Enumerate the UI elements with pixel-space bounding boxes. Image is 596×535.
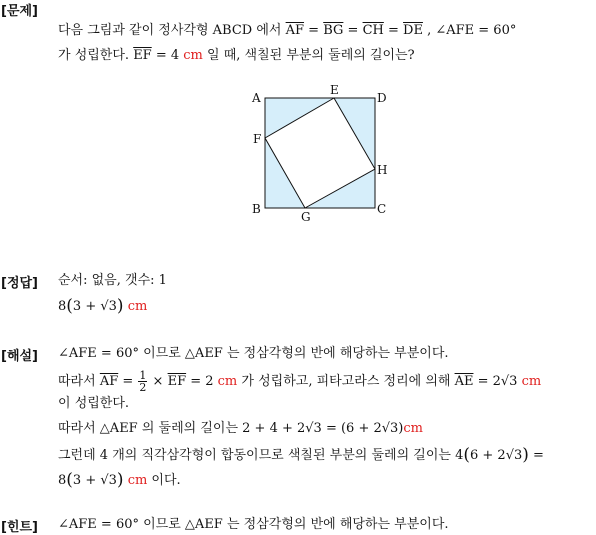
fraction-half xyxy=(138,370,147,393)
length-value: = 4 xyxy=(151,48,184,63)
problem-text: 가 성립한다. xyxy=(58,48,134,63)
question-text: 일 때, 색칠된 부분의 둘레의 길이는? xyxy=(202,48,415,63)
explanation-line-2 xyxy=(58,370,541,393)
segment-af: $\overline{AF}$ xyxy=(285,23,305,38)
perimeter-text: 따라서 △AEF 의 둘레의 길이는 2 + 4 + 2√3 = (6 + 2√3) xyxy=(58,421,404,436)
paren-close: ) xyxy=(116,296,124,316)
answer-label: [정답] xyxy=(1,276,38,291)
times-sign: × xyxy=(148,374,168,389)
segment-af: $\overline{AF}$ xyxy=(99,374,119,389)
segment-ef: $\overline{EF}$ xyxy=(167,374,187,389)
explanation-line-5 xyxy=(58,446,544,465)
square-figure xyxy=(246,80,396,225)
result-coefficient: 8 xyxy=(58,473,67,488)
explanation-line-6 xyxy=(58,471,181,490)
unit-cm: cm xyxy=(217,374,238,389)
point-d: D xyxy=(377,91,387,105)
fraction-numerator: 1 xyxy=(139,369,147,382)
problem-label: [문제] xyxy=(1,4,38,19)
point-h: H xyxy=(377,163,388,177)
answer-coefficient: 8 xyxy=(58,299,67,314)
equals-sign: = xyxy=(343,23,363,38)
hint-label: [힌트] xyxy=(1,520,38,535)
paren-open: ( xyxy=(463,445,470,465)
paren-close: ) xyxy=(522,445,529,465)
explanation-text: 이다. xyxy=(147,473,181,488)
af-value: = 2 xyxy=(186,374,218,389)
unit-cm: cm xyxy=(403,421,423,436)
equals-sign: = xyxy=(118,374,138,389)
segment-bg: $\overline{BG}$ xyxy=(323,23,344,38)
explanation-line-4 xyxy=(58,420,423,438)
point-g: G xyxy=(301,210,311,224)
unit-cm: cm xyxy=(521,374,542,389)
angle-condition: , ∠AFE = 60° xyxy=(422,23,517,38)
point-a: A xyxy=(252,91,261,105)
fraction-denominator: 2 xyxy=(139,381,147,394)
explanation-text: 가 성립하고, 피타고라스 정리에 의해 xyxy=(237,374,455,389)
point-b: B xyxy=(252,202,261,216)
explanation-line-3: 이 성립한다. xyxy=(58,396,130,411)
equals-sign: = xyxy=(383,23,404,38)
answer-line-1: 순서: 없음, 갯수: 1 xyxy=(58,273,167,288)
paren-close: ) xyxy=(116,470,124,490)
hint-text: ∠AFE = 60° 이므로 △AEF 는 정삼각형의 반에 해당하는 부분이다. xyxy=(58,517,449,532)
explanation-line-1: ∠AFE = 60° 이므로 △AEF 는 정삼각형의 반에 해당하는 부분이다. xyxy=(58,346,449,361)
point-e: E xyxy=(330,83,339,97)
congruent-text: 그런데 4 개의 직각삼각형이 합동이므로 색칠된 부분의 둘레의 길이는 4 xyxy=(58,448,464,463)
problem-line-1 xyxy=(58,22,516,40)
segment-ae: $\overline{AE}$ xyxy=(454,374,474,389)
unit-cm: cm xyxy=(183,48,203,63)
explanation-text: 따라서 xyxy=(58,374,100,389)
unit-cm: cm xyxy=(127,473,148,488)
equals-sign: = xyxy=(528,448,544,463)
problem-line-2 xyxy=(58,47,415,65)
segment-ef: $\overline{EF}$ xyxy=(133,48,152,63)
point-f: F xyxy=(253,132,262,146)
point-c: C xyxy=(377,202,387,216)
paren-open: ( xyxy=(66,296,73,316)
answer-expression: 3 + √3 xyxy=(72,299,117,314)
equals-sign: = xyxy=(304,23,324,38)
explanation-label: [해설] xyxy=(1,349,38,364)
problem-text: 다음 그림과 같이 정사각형 ABCD 에서 xyxy=(58,23,286,38)
segment-ch: $\overline{CH}$ xyxy=(362,23,384,38)
unit-cm: cm xyxy=(127,299,148,314)
perimeter-expression: 6 + 2√3 xyxy=(470,448,523,463)
answer-line-2 xyxy=(58,297,147,316)
result-expression: 3 + √3 xyxy=(72,473,117,488)
paren-open: ( xyxy=(66,470,73,490)
ae-value: = 2√3 xyxy=(473,374,522,389)
segment-de: $\overline{DE}$ xyxy=(403,23,423,38)
